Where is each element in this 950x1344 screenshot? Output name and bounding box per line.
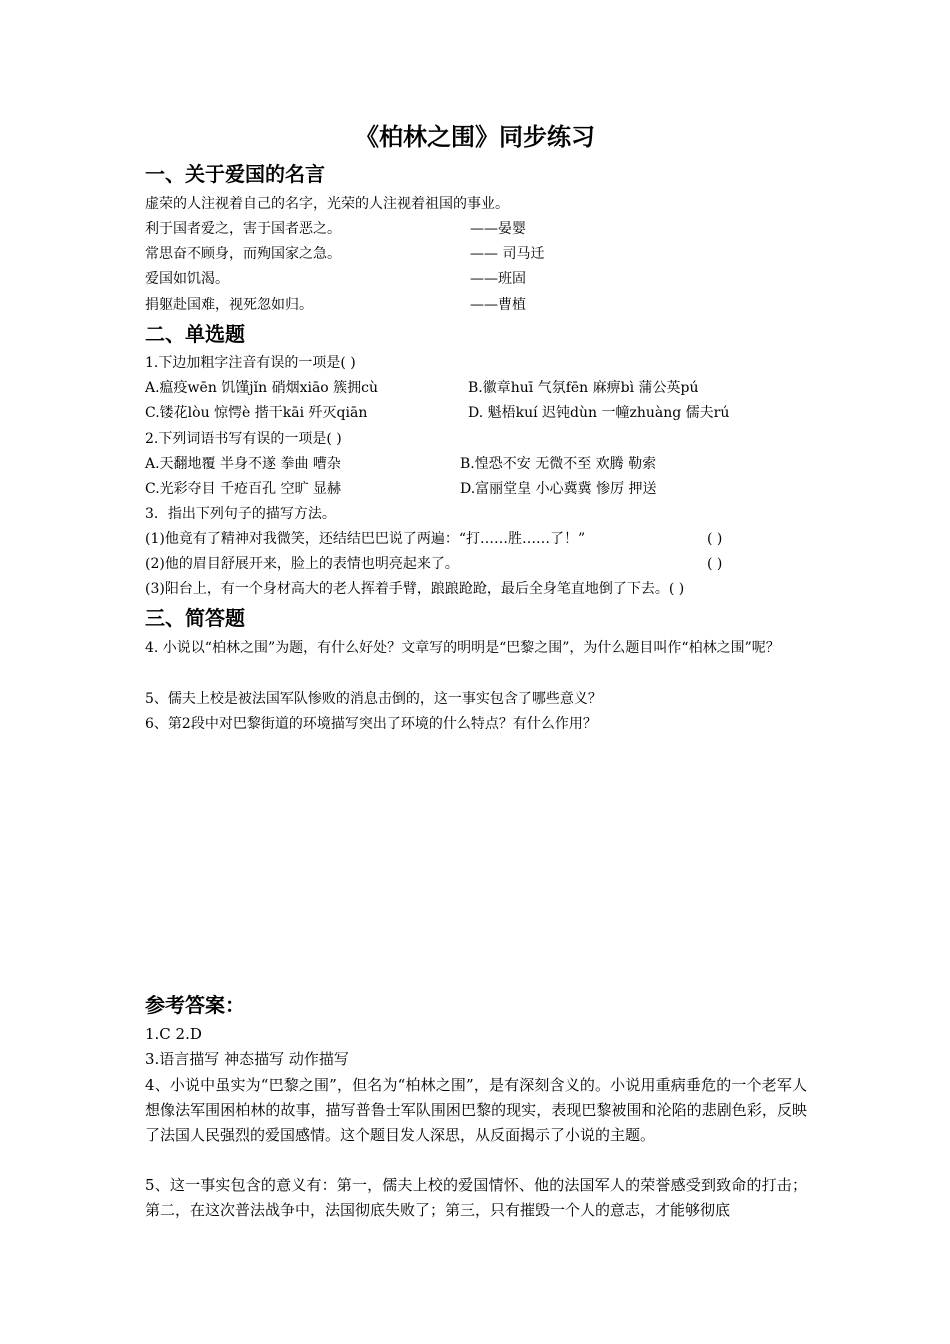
question-3-item: (3)阳台上，有一个身材高大的老人挥着手臂，踉踉跄跄，最后全身笔直地倒了下去。( )	[145, 581, 685, 597]
question-1-option-c: C.镂花lòu 惊愕è 揩干kāi 歼灭qiān	[145, 405, 368, 421]
quote-text: 爱国如饥渴。	[145, 271, 229, 287]
question-2-option-b: B.惶恐不安 无微不至 欢腾 勒索	[460, 456, 657, 472]
answer-5: 5、这一事实包含的意义有：第一，儒夫上校的爱国情怀、他的法国军人的荣誉感受到致命的打击；第二，在这次普法战争中，法国彻底失败了；第三，只有摧毁一个人的意志，才能够彻底	[145, 1176, 807, 1219]
question-6: 6、第2段中对巴黎街道的环境描写突出了环境的什么特点？有什么作用？	[145, 716, 597, 732]
question-3-item: (2)他的眉目舒展开来，脸上的表情也明亮起来了。	[145, 556, 459, 572]
section-heading-quotes: 一、关于爱国的名言	[145, 162, 325, 186]
question-2-stem: 2.下列词语书写有误的一项是( )	[145, 431, 342, 447]
answer-3: 3.语言描写 神态描写 动作描写	[145, 1050, 349, 1068]
answer-1-2: 1.C 2.D	[145, 1025, 202, 1043]
quote-source: ——晏婴	[470, 221, 526, 237]
question-2-option-a: A.天翻地覆 半身不遂 拳曲 嘈杂	[145, 456, 341, 472]
section-heading-short-answer: 三、简答题	[145, 606, 245, 630]
quote-text: 常思奋不顾身，而殉国家之急。	[145, 246, 341, 262]
question-1-option-a: A.瘟疫wēn 饥馑jǐn 硝烟xiāo 簇拥cù	[145, 380, 379, 396]
answer-4: 4、小说中虽实为“巴黎之围”，但名为“柏林之围”，是有深刻含义的。小说用重病垂危的一个老军人想像法军围困柏林的故事，描写普鲁士军队围困巴黎的现实，表现巴黎被围和沦陷的悲剧色彩，反映了法国人民强烈的爱国感情。这个题目发人深思，从反面揭示了小说的主题。	[145, 1076, 807, 1144]
answer-blank: ( )	[707, 556, 723, 572]
question-2-option-d: D.富丽堂皇 小心冀冀 惨厉 押送	[460, 481, 657, 497]
question-3-item: (1)他竟有了精神对我微笑，还结结巴巴说了两遍：“打……胜……了！”	[145, 531, 586, 547]
question-1-option-d: D. 魁梧kuí 迟钝dùn 一幢zhuàng 儒夫rú	[468, 405, 730, 421]
question-1-option-b: B.徽章huī 气氛fēn 麻痹bì 蒲公英pú	[468, 380, 699, 396]
quote-source: ——班固	[470, 271, 526, 287]
question-2-option-c: C.光彩夺目 千疮百孔 空旷 显赫	[145, 481, 342, 497]
answer-blank: ( )	[707, 531, 723, 547]
question-3-stem: 3．指出下列句子的描写方法。	[145, 506, 336, 522]
question-4: 4. 小说以“柏林之围”为题，有什么好处？文章写的明明是“巴黎之围”，为什么题目叫作“柏林之围”呢？	[145, 640, 780, 656]
quote-intro: 虚荣的人注视着自己的名字，光荣的人注视着祖国的事业。	[145, 196, 509, 212]
quote-text: 利于国者爱之，害于国者恶之。	[145, 221, 341, 237]
page-title: 《柏林之围》同步练习	[355, 123, 595, 151]
section-heading-single-choice: 二、单选题	[145, 322, 245, 346]
quote-source: —— 司马迁	[470, 246, 545, 262]
quote-source: ——曹植	[470, 297, 526, 313]
question-1-stem: 1.下边加粗字注音有误的一项是( )	[145, 355, 356, 371]
answers-heading: 参考答案：	[145, 993, 245, 1017]
question-5: 5、儒夫上校是被法国军队惨败的消息击倒的，这一事实包含了哪些意义？	[145, 691, 602, 707]
quote-text: 捐躯赴国难，视死忽如归。	[145, 297, 313, 313]
